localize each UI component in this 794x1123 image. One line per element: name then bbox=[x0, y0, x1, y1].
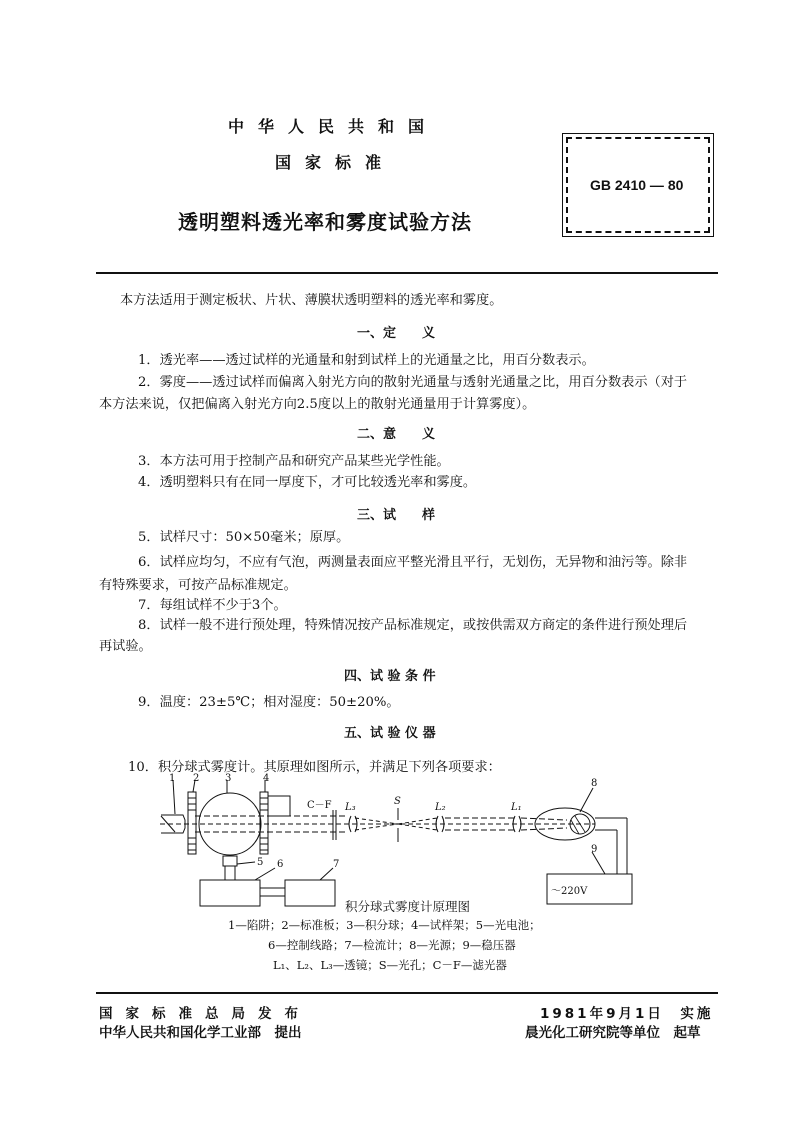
section-heading-significance: 二、意 义 bbox=[357, 427, 436, 442]
footer-drafter: 晨光化工研究院等单位 起草 bbox=[525, 1025, 701, 1041]
label-l2: L₂ bbox=[435, 802, 446, 813]
section-heading-apparatus: 五、试 验 仪 器 bbox=[344, 726, 436, 741]
figure-legend-line3: L₁、L₂、L₃—透镜；S—光孔；C－F—滤光器 bbox=[273, 958, 507, 972]
item-10: 10．积分球式雾度计。其原理如图所示，并满足下列各项要求： bbox=[128, 760, 501, 775]
label-2: 2 bbox=[193, 773, 200, 784]
item-9: 9．温度：23±5℃；相对湿度：50±20%。 bbox=[138, 695, 400, 710]
item-4: 4．透明塑料只有在同一厚度下，才可比较透光率和雾度。 bbox=[138, 475, 477, 490]
footer-issuer: 国家标准总局发布 bbox=[99, 1006, 311, 1022]
label-cf: C－F bbox=[307, 800, 332, 811]
section-heading-specimen: 三、试 样 bbox=[357, 508, 436, 523]
label-5: 5 bbox=[257, 857, 264, 868]
label-7: 7 bbox=[333, 859, 340, 870]
label-s: S bbox=[394, 796, 401, 807]
item-5: 5．试样尺寸：50×50毫米；原厚。 bbox=[138, 530, 350, 545]
item-2-line1: 2．雾度——透过试样而偏离入射光方向的散射光通量与透射光通量之比，用百分数表示（对于 bbox=[138, 375, 688, 390]
label-l3: L₃ bbox=[345, 802, 356, 813]
item-6-line1: 6．试样应均匀，不应有气泡，两测量表面应平整光滑且平行，无划伤，无异物和油污等。除非 bbox=[138, 555, 688, 570]
figure-legend-line2: 6—控制线路；7—检流计；8—光源；9—稳压器 bbox=[268, 938, 516, 952]
footer-rule bbox=[96, 992, 718, 994]
label-9: 9 bbox=[591, 844, 598, 855]
label-l1: L₁ bbox=[511, 802, 522, 813]
intro-paragraph: 本方法适用于测定板状、片状、薄膜状透明塑料的透光率和雾度。 bbox=[120, 293, 503, 308]
figure-legend-line1: 1—陷阱；2—标准板；3—积分球；4—试样架；5—光电池； bbox=[228, 918, 541, 932]
section-heading-test-conditions: 四、试 验 条 件 bbox=[344, 669, 436, 684]
item-3: 3．本方法可用于控制产品和研究产品某些光学性能。 bbox=[138, 454, 450, 469]
footer-implementation-date: 1981年9月1日 实施 bbox=[540, 1006, 714, 1022]
standard-number-box bbox=[566, 137, 710, 233]
item-6-line2: 有特殊要求，可按产品标准规定。 bbox=[99, 578, 297, 593]
item-1: 1．透光率——透过试样的光通量和射到试样上的光通量之比，用百分数表示。 bbox=[138, 353, 595, 368]
section-heading-definitions: 一、定 义 bbox=[357, 326, 436, 341]
label-220v: ～220V bbox=[551, 886, 588, 897]
document-title: 透明塑料透光率和雾度试验方法 bbox=[178, 210, 472, 234]
figure-caption: 积分球式雾度计原理图 bbox=[345, 899, 471, 914]
country-heading: 中华人民共和国 bbox=[228, 117, 439, 136]
header-rule bbox=[96, 272, 718, 274]
item-8-line1: 8．试样一般不进行预处理，特殊情况按产品标准规定，或按供需双方商定的条件进行预处理后 bbox=[138, 618, 688, 633]
standard-number: GB 2410 — 80 bbox=[590, 177, 684, 193]
item-8-line2: 再试验。 bbox=[99, 639, 152, 654]
label-6: 6 bbox=[277, 859, 284, 870]
item-2-line2: 本方法来说，仅把偏离入射光方向2.5度以上的散射光通量用于计算雾度）。 bbox=[99, 397, 536, 412]
label-1: 1 bbox=[169, 773, 176, 784]
footer-proposer: 中华人民共和国化学工业部 提出 bbox=[99, 1025, 302, 1041]
label-4: 4 bbox=[263, 773, 270, 784]
label-3: 3 bbox=[225, 773, 232, 784]
item-7: 7．每组试样不少于3个。 bbox=[138, 598, 287, 613]
haze-meter-diagram bbox=[155, 772, 645, 908]
category-heading: 国家标准 bbox=[275, 153, 396, 172]
label-8: 8 bbox=[591, 778, 598, 789]
